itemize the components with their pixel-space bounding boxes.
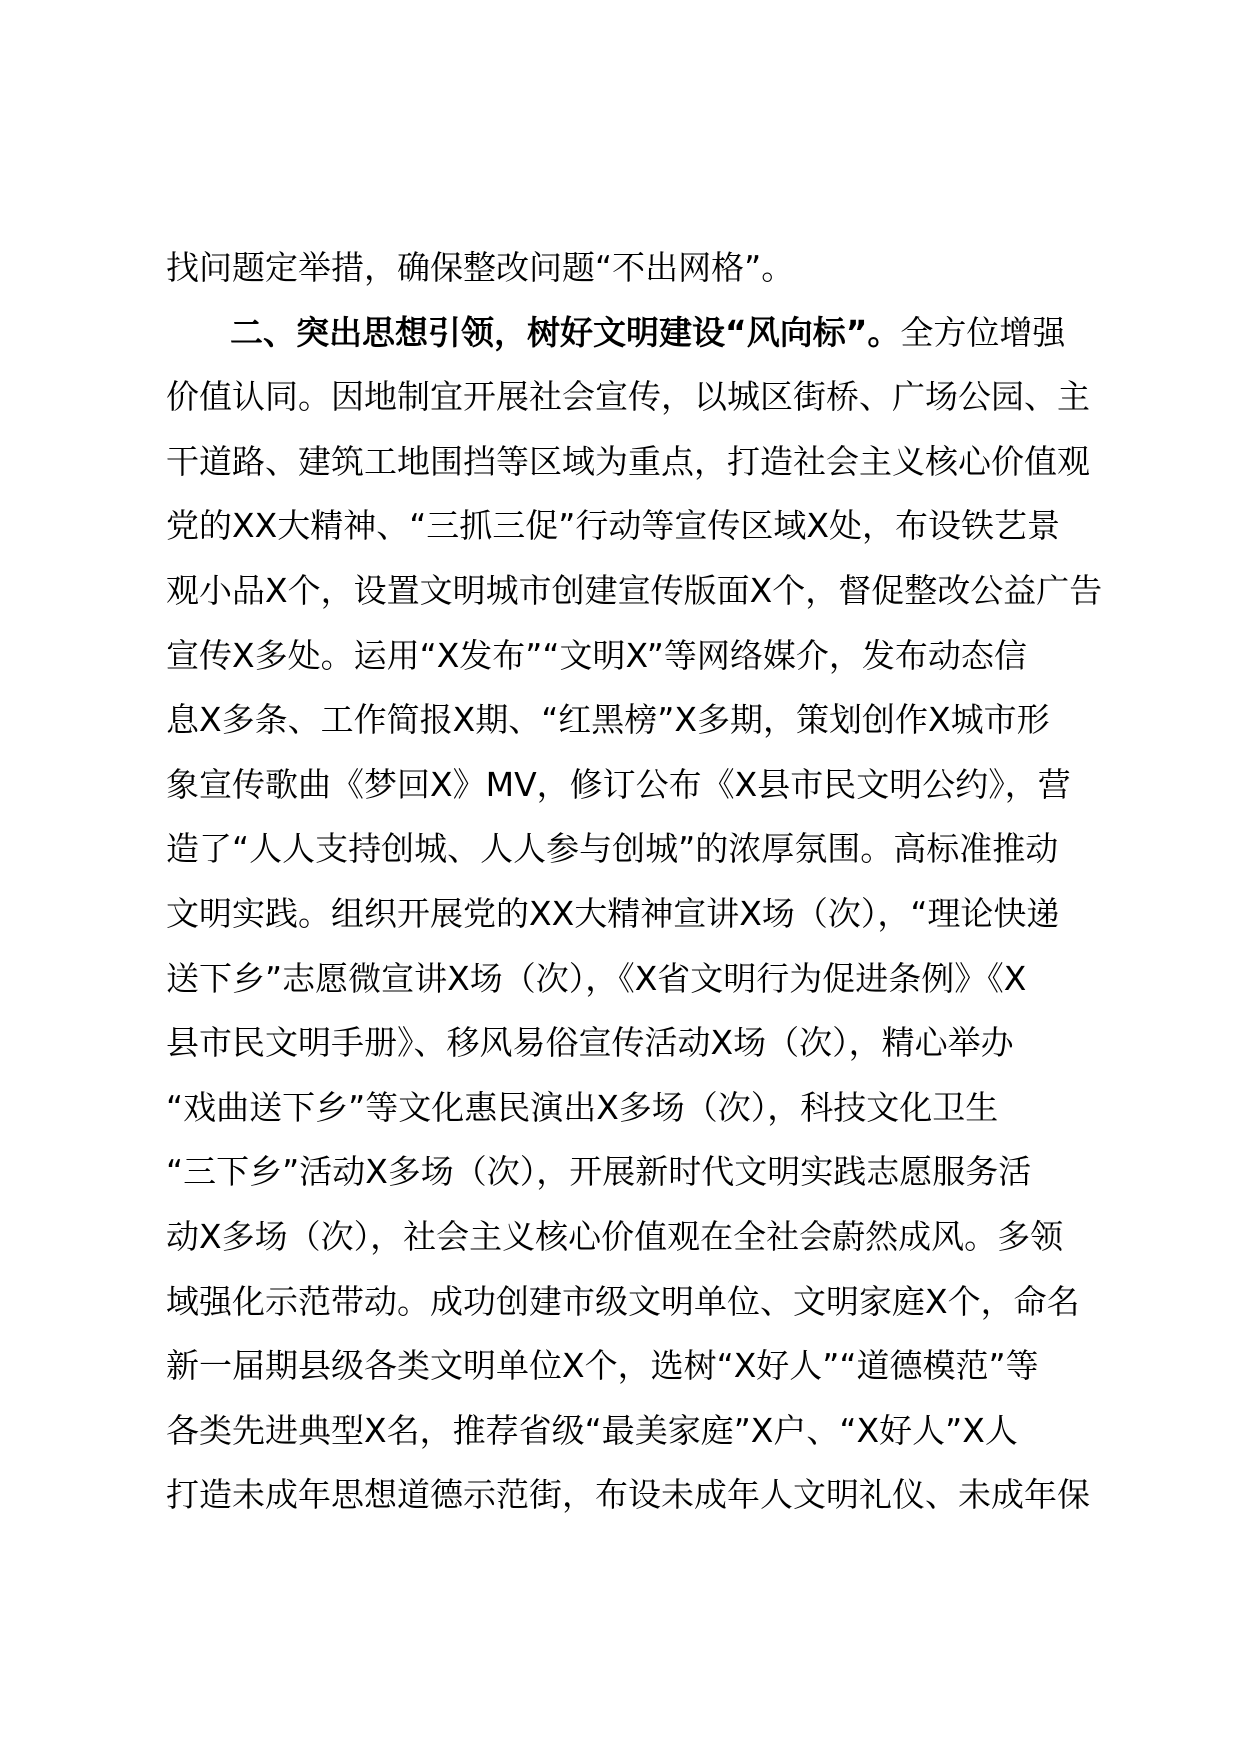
section-heading-rest: 全方位增强 [900, 312, 1066, 352]
text-line-9: 象宣传歌曲《梦回X》MV，修订公布《X县市民文明公约》，营 [166, 764, 1071, 804]
text-line-7: 宣传X多处。运用“X发布”“文明X”等网络媒介，发布动态信 [166, 635, 1027, 675]
text-line-8: 息X多条、工作简报X期、“红黑榜”X多期，策划创作X城市形 [166, 700, 1050, 740]
text-line-5: 党的XX大精神、“三抓三促”行动等宣传区域X处，布设铁艺景 [166, 506, 1061, 546]
section-heading-line [166, 301, 1110, 366]
text-line-18: 新一届期县级各类文明单位X个，选树“X好人”“道德模范”等 [166, 1346, 1039, 1386]
section-heading: 二、突出思想引领，树好文明建设“风向标”。 [230, 312, 901, 352]
text-line-15: “三下乡”活动X多场（次），开展新时代文明实践志愿服务活 [166, 1152, 1032, 1192]
body-text [166, 236, 1110, 1528]
text-line-20: 打造未成年思想道德示范街，布设未成年人文明礼仪、未成年保 [166, 1475, 1090, 1515]
text-line-12: 送下乡”志愿微宣讲X场（次），《X省文明行为促进条例》《X [166, 958, 1027, 998]
text-line-4: 干道路、建筑工地围挡等区域为重点，打造社会主义核心价值观 [166, 441, 1090, 481]
text-line-19: 各类先进典型X名，推荐省级“最美家庭”X户、“X好人”X人 [166, 1410, 1018, 1450]
text-line-13: 县市民文明手册》、移风易俗宣传活动X场（次），精心举办 [166, 1023, 1014, 1063]
text-line-17: 域强化示范带动。成功创建市级文明单位、文明家庭X个，命名 [166, 1281, 1080, 1321]
text-line-6: 观小品X个，设置文明城市创建宣传版面X个，督促整改公益广告 [166, 570, 1103, 610]
text-line-14: “戏曲送下乡”等文化惠民演出X多场（次），科技文化卫生 [166, 1087, 999, 1127]
text-line-11: 文明实践。组织开展党的XX大精神宣讲X场（次），“理论快递 [166, 893, 1060, 933]
text-line-10: 造了“人人支持创城、人人参与创城”的浓厚氛围。高标准推动 [166, 829, 1059, 869]
text-line-3: 价值认同。因地制宜开展社会宣传，以城区街桥、广场公园、主 [166, 377, 1090, 417]
text-line-16: 动X多场（次），社会主义核心价值观在全社会蔚然成风。多领 [166, 1216, 1064, 1256]
text-line-1: 找问题定举措，确保整改问题“不出网格”。 [166, 248, 795, 287]
